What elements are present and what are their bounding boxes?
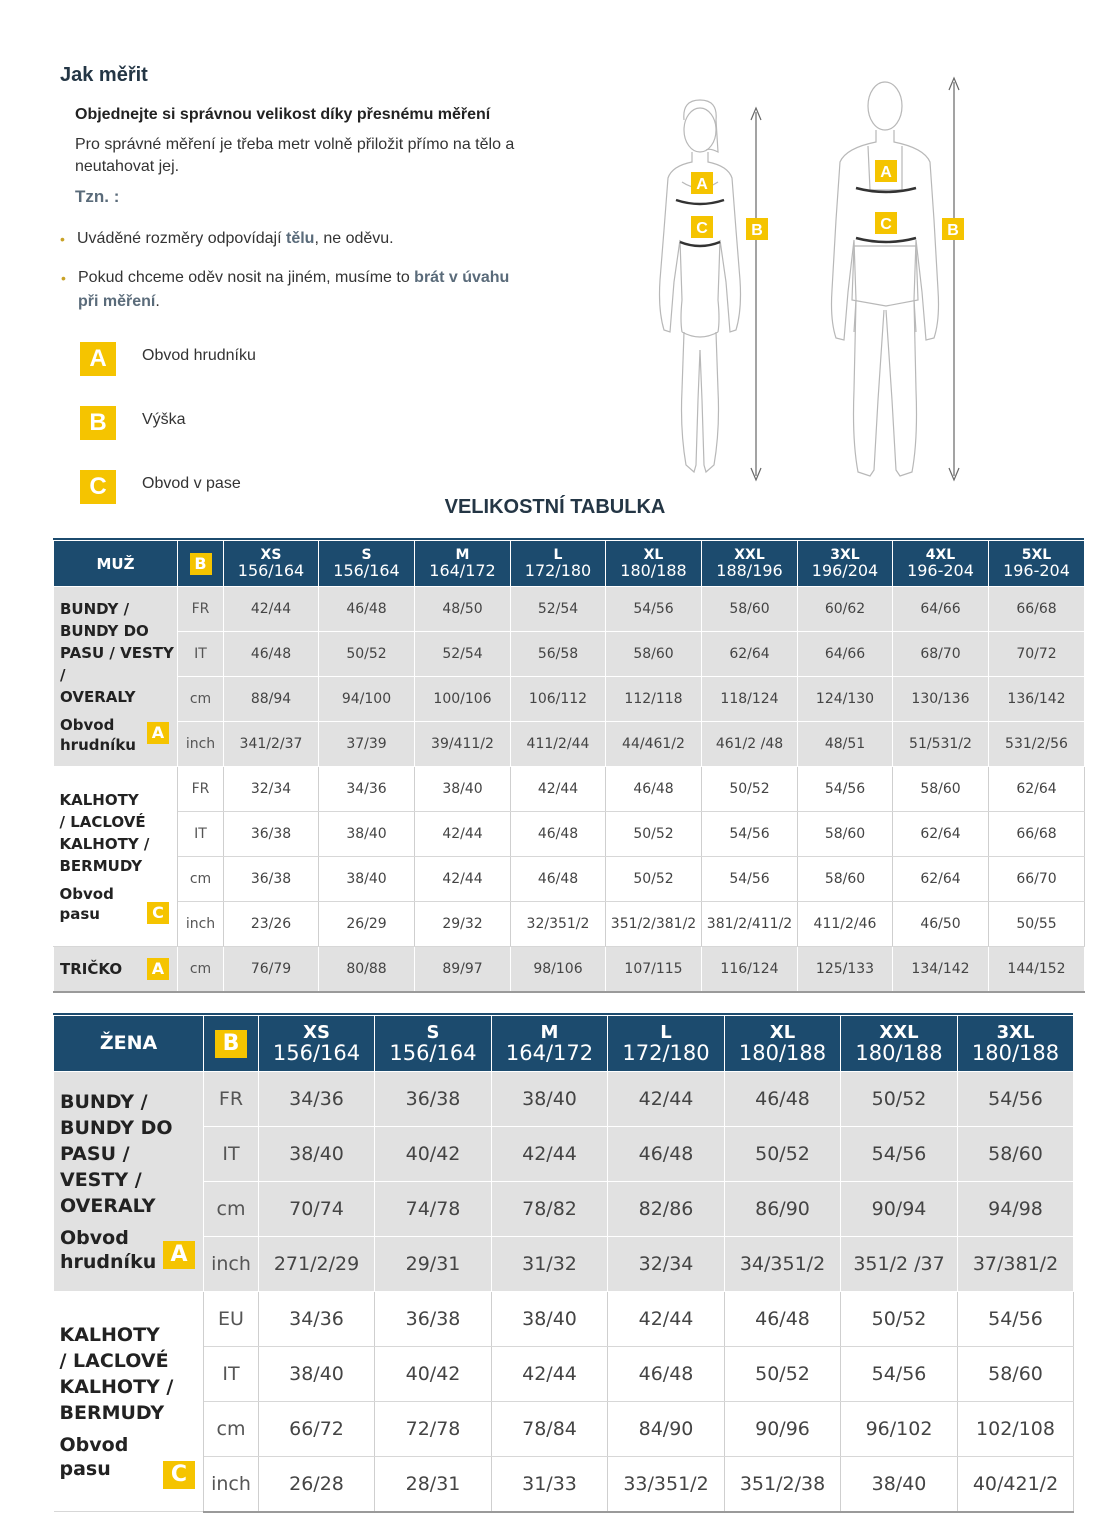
women-pants-cell: 40/42	[375, 1347, 492, 1402]
women-jackets-category-line: PASU / VESTY /	[60, 1142, 142, 1191]
men-tshirt-cell: 76/79	[224, 947, 319, 992]
women-jackets-measure-badge: A	[163, 1241, 195, 1269]
men-size-3xl: 3XL 196/204	[798, 541, 893, 587]
men-pants-cell: 381/2/411/2	[702, 902, 798, 947]
men-pants-cell: 50/52	[606, 812, 702, 857]
legend-letter-b: B	[80, 406, 116, 440]
men-pants-cell: 58/60	[893, 767, 989, 812]
men-size-4xl: 4XL 196-204	[893, 541, 989, 587]
men-jackets-cell: 411/2/44	[511, 722, 606, 767]
women-jackets-category-line: OVERALY	[60, 1194, 156, 1217]
men-jackets-cell: 341/2/37	[224, 722, 319, 767]
women-jackets-cell: 38/40	[259, 1127, 375, 1182]
women-size-m: M 164/172	[492, 1016, 608, 1072]
women-jackets-cell: 54/56	[958, 1072, 1074, 1127]
men-pants-cell: 38/40	[319, 857, 415, 902]
legend-label-b: Výška	[142, 411, 186, 428]
women-pants-unit-label: inch	[204, 1457, 259, 1512]
women-pants-cell: 33/351/2	[608, 1457, 725, 1512]
men-pants-cell: 46/48	[511, 857, 606, 902]
women-pants-category-line: BERMUDY	[59, 1401, 165, 1424]
men-jackets-cell: 54/56	[606, 587, 702, 632]
men-jackets-cell: 94/100	[319, 677, 415, 722]
tag-b-male-icon	[942, 218, 964, 240]
men-tshirt-cell: 116/124	[702, 947, 798, 992]
men-jackets-row-it	[54, 632, 1085, 677]
men-tshirt-category	[54, 947, 178, 992]
women-pants-category-line: KALHOTY	[59, 1323, 160, 1346]
women-jackets-cell: 32/34	[608, 1237, 725, 1292]
men-pants-cell: 38/40	[415, 767, 511, 812]
women-jackets-category-line: Obvod	[60, 1226, 129, 1249]
men-pants-cell: 32/351/2	[511, 902, 606, 947]
men-tshirt-cell: 98/106	[511, 947, 606, 992]
men-jackets-cell: 100/106	[415, 677, 511, 722]
men-size-l: L 172/180	[511, 541, 606, 587]
men-pants-category-line: KALHOTY /	[59, 834, 150, 853]
women-jackets-cell: 42/44	[492, 1127, 608, 1182]
men-pants-unit-label: inch	[178, 902, 224, 947]
men-jackets-cell: 461/2 /48	[702, 722, 798, 767]
men-pants-cell: 66/70	[989, 857, 1085, 902]
men-jackets-cell: 58/60	[606, 632, 702, 677]
men-pants-cell: 36/38	[224, 812, 319, 857]
men-pants-cell: 46/50	[893, 902, 989, 947]
women-jackets-cell: 90/94	[841, 1182, 958, 1237]
subtitle: Objednejte si správnou velikost díky přesnému měření	[75, 106, 491, 123]
women-jackets-unit-label: IT	[204, 1127, 259, 1182]
women-jackets-cell: 40/42	[375, 1127, 492, 1182]
men-pants-cell: 66/68	[989, 812, 1085, 857]
tag-c-male-icon	[875, 212, 897, 234]
women-jackets-cell: 46/48	[608, 1127, 725, 1182]
men-size-xs: XS 156/164	[224, 541, 319, 587]
men-jackets-cell: 48/50	[415, 587, 511, 632]
women-pants-row-it	[54, 1347, 1074, 1402]
women-jackets-cell: 34/351/2	[725, 1237, 841, 1292]
men-pants-cell: 46/48	[606, 767, 702, 812]
men-height-cell	[178, 541, 224, 587]
men-jackets-cell: 64/66	[798, 632, 893, 677]
women-pants-cell: 38/40	[841, 1457, 958, 1512]
women-pants-cell: 54/56	[958, 1292, 1074, 1347]
women-jackets-cell: 31/32	[492, 1237, 608, 1292]
women-pants-row-cm	[54, 1402, 1074, 1457]
men-pants-cell: 411/2/46	[798, 902, 893, 947]
men-jackets-row-cm	[54, 677, 1085, 722]
men-pants-category	[54, 767, 178, 947]
women-jackets-cell: 37/381/2	[958, 1237, 1074, 1292]
men-tshirt-cell: 144/152	[989, 947, 1085, 992]
men-pants-cell: 46/48	[511, 812, 606, 857]
women-jackets-cell: 50/52	[841, 1072, 958, 1127]
women-jackets-cell: 46/48	[725, 1072, 841, 1127]
women-size-xxl: XXL 180/188	[841, 1016, 958, 1072]
men-pants-cell: 62/64	[989, 767, 1085, 812]
men-jackets-cell: 58/60	[702, 587, 798, 632]
men-jackets-cell: 50/52	[319, 632, 415, 677]
men-tshirt-cell: 125/133	[798, 947, 893, 992]
men-pants-cell: 36/38	[224, 857, 319, 902]
men-jackets-cell: 62/64	[702, 632, 798, 677]
women-jackets-cell: 74/78	[375, 1182, 492, 1237]
men-pants-unit-label: cm	[178, 857, 224, 902]
women-pants-measure-badge: C	[163, 1461, 195, 1489]
men-jackets-cell: 48/51	[798, 722, 893, 767]
women-pants-category-line: / LACLOVÉ	[59, 1349, 169, 1372]
men-jackets-category-line: BUNDY /	[60, 599, 130, 618]
women-pants-cell: 46/48	[608, 1347, 725, 1402]
chest-band-female-icon	[676, 200, 724, 204]
women-pants-cell: 26/28	[259, 1457, 375, 1512]
men-jackets-cell: 56/58	[511, 632, 606, 677]
men-jackets-row-inch	[54, 722, 1085, 767]
women-pants-cell: 36/38	[375, 1292, 492, 1347]
men-jackets-cell: 52/54	[415, 632, 511, 677]
male-figure-icon	[832, 82, 939, 476]
men-jackets-cell: 39/411/2	[415, 722, 511, 767]
men-jackets-category-line: hrudníku	[60, 735, 136, 754]
men-pants-row-cm	[54, 857, 1085, 902]
women-jackets-cell: 82/86	[608, 1182, 725, 1237]
women-jackets-cell: 94/98	[958, 1182, 1074, 1237]
women-pants-cell: 58/60	[958, 1347, 1074, 1402]
women-jackets-cell: 351/2 /37	[841, 1237, 958, 1292]
men-jackets-cell: 66/68	[989, 587, 1085, 632]
men-pants-cell: 58/60	[798, 812, 893, 857]
women-jackets-cell: 86/90	[725, 1182, 841, 1237]
women-pants-cell: 78/84	[492, 1402, 608, 1457]
women-pants-cell: 54/56	[841, 1347, 958, 1402]
men-pants-cell: 62/64	[893, 812, 989, 857]
svg-text:B: B	[751, 222, 763, 239]
men-pants-cell: 62/64	[893, 857, 989, 902]
women-pants-cell: 50/52	[841, 1292, 958, 1347]
men-jackets-cell: 68/70	[893, 632, 989, 677]
women-jackets-unit-label: FR	[204, 1072, 259, 1127]
women-pants-category-line: KALHOTY /	[59, 1375, 174, 1398]
women-pants-cell: 84/90	[608, 1402, 725, 1457]
women-jackets-cell: 42/44	[608, 1072, 725, 1127]
men-jackets-row-fr	[54, 587, 1085, 632]
men-pants-cell: 54/56	[798, 767, 893, 812]
men-pants-cell: 32/34	[224, 767, 319, 812]
men-pants-category-line: pasu	[59, 904, 100, 923]
tzn-label: Tzn. :	[75, 187, 120, 206]
size-table-title: VELIKOSTNÍ TABULKA	[444, 496, 666, 518]
men-pants-cell: 351/2/381/2	[606, 902, 702, 947]
women-jackets-cell: 34/36	[259, 1072, 375, 1127]
women-pants-category-line: Obvod	[59, 1433, 129, 1456]
page-title: Jak měřit	[60, 64, 148, 86]
men-jackets-unit-label: FR	[178, 587, 224, 632]
women-jackets-category-line: BUNDY /	[60, 1090, 148, 1113]
women-pants-cell: 66/72	[259, 1402, 375, 1457]
women-jackets-cell: 36/38	[375, 1072, 492, 1127]
men-header-row	[54, 541, 1085, 587]
women-pants-cell: 40/421/2	[958, 1457, 1074, 1512]
men-tshirt-measure-badge: A	[147, 958, 169, 980]
men-pants-row-it	[54, 812, 1085, 857]
men-pants-cell: 50/52	[702, 767, 798, 812]
bullet-dot-icon: •	[60, 231, 65, 247]
legend-label-a: Obvod hrudníku	[142, 347, 256, 364]
women-size-xl: XL 180/188	[725, 1016, 841, 1072]
men-jackets-cell: 44/461/2	[606, 722, 702, 767]
men-jackets-unit-label: IT	[178, 632, 224, 677]
women-pants-cell: 50/52	[725, 1347, 841, 1402]
men-jackets-cell: 124/130	[798, 677, 893, 722]
women-pants-row-inch	[54, 1457, 1074, 1512]
men-size-m: M 164/172	[415, 541, 511, 587]
body-measurement-figures	[640, 70, 1000, 490]
men-jackets-unit-label: cm	[178, 677, 224, 722]
women-pants-cell: 46/48	[725, 1292, 841, 1347]
women-pants-cell: 34/36	[259, 1292, 375, 1347]
women-jackets-cell: 50/52	[725, 1127, 841, 1182]
svg-text:B: B	[947, 222, 959, 239]
svg-text:C: C	[696, 220, 708, 237]
men-jackets-cell: 136/142	[989, 677, 1085, 722]
men-pants-category-line: BERMUDY	[59, 856, 143, 875]
women-jackets-cell: 38/40	[492, 1072, 608, 1127]
men-pants-unit-label: FR	[178, 767, 224, 812]
women-jackets-category-line: BUNDY DO	[60, 1116, 173, 1139]
bullet-other-garment: • Pokud chceme oděv nosit na jiném, musíme to brát v úvahu při měření.	[78, 266, 518, 314]
men-tshirt-cell: 80/88	[319, 947, 415, 992]
men-jackets-cell: 531/2/56	[989, 722, 1085, 767]
women-jackets-unit-label: cm	[204, 1182, 259, 1237]
svg-text:A: A	[696, 176, 708, 193]
men-size-5xl: 5XL 196-204	[989, 541, 1085, 587]
women-jackets-cell: 78/82	[492, 1182, 608, 1237]
legend-letter-c: C	[80, 470, 116, 504]
women-jackets-row-it	[54, 1127, 1074, 1182]
men-jackets-category-line: BUNDY DO	[60, 621, 149, 640]
men-pants-cell: 54/56	[702, 857, 798, 902]
women-pants-cell: 42/44	[608, 1292, 725, 1347]
men-pants-cell: 34/36	[319, 767, 415, 812]
women-jackets-unit-label: inch	[204, 1237, 259, 1292]
tag-c-female-icon	[691, 216, 713, 238]
men-jackets-cell: 51/531/2	[893, 722, 989, 767]
men-pants-cell: 58/60	[798, 857, 893, 902]
men-jackets-cell: 64/66	[893, 587, 989, 632]
men-jackets-cell: 106/112	[511, 677, 606, 722]
women-size-3xl: 3XL 180/188	[958, 1016, 1074, 1072]
women-pants-cell: 96/102	[841, 1402, 958, 1457]
men-jackets-category	[54, 587, 178, 767]
men-jackets-cell: 130/136	[893, 677, 989, 722]
women-pants-cell: 351/2/38	[725, 1457, 841, 1512]
waist-band-male-icon	[856, 238, 916, 242]
height-arrow-female-icon	[751, 108, 761, 480]
men-jackets-cell: 46/48	[319, 587, 415, 632]
men-pants-cell: 50/52	[606, 857, 702, 902]
women-size-xs: XS 156/164	[259, 1016, 375, 1072]
men-pants-cell: 38/40	[319, 812, 415, 857]
women-pants-row-eu	[54, 1292, 1074, 1347]
men-tshirt-row	[54, 947, 1085, 992]
men-pants-cell: 23/26	[224, 902, 319, 947]
women-pants-category	[54, 1292, 204, 1512]
men-pants-category-line: / LACLOVÉ	[59, 812, 146, 831]
men-jackets-cell: 37/39	[319, 722, 415, 767]
bullet-body-measures: • Uváděné rozměry odpovídají tělu, ne oděvu.	[77, 227, 557, 251]
men-jackets-cell: 70/72	[989, 632, 1085, 677]
men-pants-cell: 42/44	[415, 857, 511, 902]
men-jackets-category-line: OVERALY	[60, 687, 136, 706]
women-jackets-cell: 70/74	[259, 1182, 375, 1237]
women-size-table	[53, 1015, 1074, 1513]
men-jackets-category-line: Obvod	[60, 715, 115, 734]
men-pants-unit-label: IT	[178, 812, 224, 857]
svg-text:A: A	[880, 164, 892, 181]
women-pants-cell: 102/108	[958, 1402, 1074, 1457]
women-pants-cell: 28/31	[375, 1457, 492, 1512]
men-pants-category-line: Obvod	[59, 884, 114, 903]
men-pants-cell: 42/44	[511, 767, 606, 812]
women-pants-cell: 38/40	[259, 1347, 375, 1402]
women-pants-unit-label: IT	[204, 1347, 259, 1402]
women-pants-cell: 42/44	[492, 1347, 608, 1402]
women-size-l: L 172/180	[608, 1016, 725, 1072]
men-jackets-cell: 42/44	[224, 587, 319, 632]
women-size-s: S 156/164	[375, 1016, 492, 1072]
men-jackets-category-line: PASU / VESTY /	[60, 643, 174, 684]
men-pants-measure-badge: C	[147, 902, 169, 924]
women-jackets-cell: 58/60	[958, 1127, 1074, 1182]
men-pants-cell: 29/32	[415, 902, 511, 947]
female-figure-icon	[660, 100, 741, 472]
women-jackets-row-fr	[54, 1072, 1074, 1127]
women-height-cell	[204, 1016, 259, 1072]
men-pants-cell: 54/56	[702, 812, 798, 857]
men-pants-row-fr	[54, 767, 1085, 812]
waist-band-female-icon	[680, 242, 720, 246]
men-jackets-cell: 52/54	[511, 587, 606, 632]
women-pants-unit-label: EU	[204, 1292, 259, 1347]
women-pants-cell: 31/33	[492, 1457, 608, 1512]
tag-a-male-icon	[875, 160, 897, 182]
legend-label-c: Obvod v pase	[142, 475, 241, 492]
men-pants-row-inch	[54, 902, 1085, 947]
men-size-xl: XL 180/188	[606, 541, 702, 587]
women-corner-label: ŽENA	[54, 1016, 204, 1072]
men-tshirt-label: TRIČKO	[60, 959, 123, 978]
legend-letter-a: A	[80, 342, 116, 376]
men-tshirt-cell: 134/142	[893, 947, 989, 992]
men-size-s: S 156/164	[319, 541, 415, 587]
tag-b-female-icon	[746, 218, 768, 240]
men-size-xxl: XXL 188/196	[702, 541, 798, 587]
women-jackets-cell: 271/2/29	[259, 1237, 375, 1292]
men-pants-cell: 42/44	[415, 812, 511, 857]
women-pants-cell: 72/78	[375, 1402, 492, 1457]
men-jackets-cell: 118/124	[702, 677, 798, 722]
men-jackets-measure-badge: A	[147, 722, 169, 744]
women-jackets-cell: 29/31	[375, 1237, 492, 1292]
svg-text:C: C	[880, 216, 892, 233]
men-pants-category-line: KALHOTY	[59, 790, 139, 809]
men-tshirt-cell: 107/115	[606, 947, 702, 992]
men-pants-cell: 26/29	[319, 902, 415, 947]
men-jackets-cell: 46/48	[224, 632, 319, 677]
height-arrow-male-icon	[949, 78, 959, 480]
men-jackets-unit-label: inch	[178, 722, 224, 767]
men-jackets-cell: 88/94	[224, 677, 319, 722]
women-jackets-category-line: hrudníku	[60, 1250, 157, 1273]
men-jackets-cell: 112/118	[606, 677, 702, 722]
men-tshirt-unit: cm	[178, 947, 224, 992]
men-size-table	[53, 540, 1085, 993]
women-jackets-row-cm	[54, 1182, 1074, 1237]
women-jackets-cell: 54/56	[841, 1127, 958, 1182]
women-jackets-category	[54, 1072, 204, 1292]
women-jackets-row-inch	[54, 1237, 1074, 1292]
intro-text: Pro správné měření je třeba metr volně přiložit přímo na tělo a neutahovat jej.	[75, 136, 515, 175]
men-corner-label: MUŽ	[54, 541, 178, 587]
women-pants-unit-label: cm	[204, 1402, 259, 1457]
women-height-badge: B	[215, 1030, 247, 1058]
tag-a-female-icon	[691, 172, 713, 194]
men-pants-cell: 50/55	[989, 902, 1085, 947]
bullet-dot-icon: •	[61, 270, 66, 286]
men-height-badge: B	[190, 553, 212, 575]
women-pants-cell: 90/96	[725, 1402, 841, 1457]
women-pants-category-line: pasu	[59, 1457, 111, 1480]
men-tshirt-cell: 89/97	[415, 947, 511, 992]
women-pants-cell: 38/40	[492, 1292, 608, 1347]
men-jackets-cell: 60/62	[798, 587, 893, 632]
women-header-row	[54, 1016, 1074, 1072]
